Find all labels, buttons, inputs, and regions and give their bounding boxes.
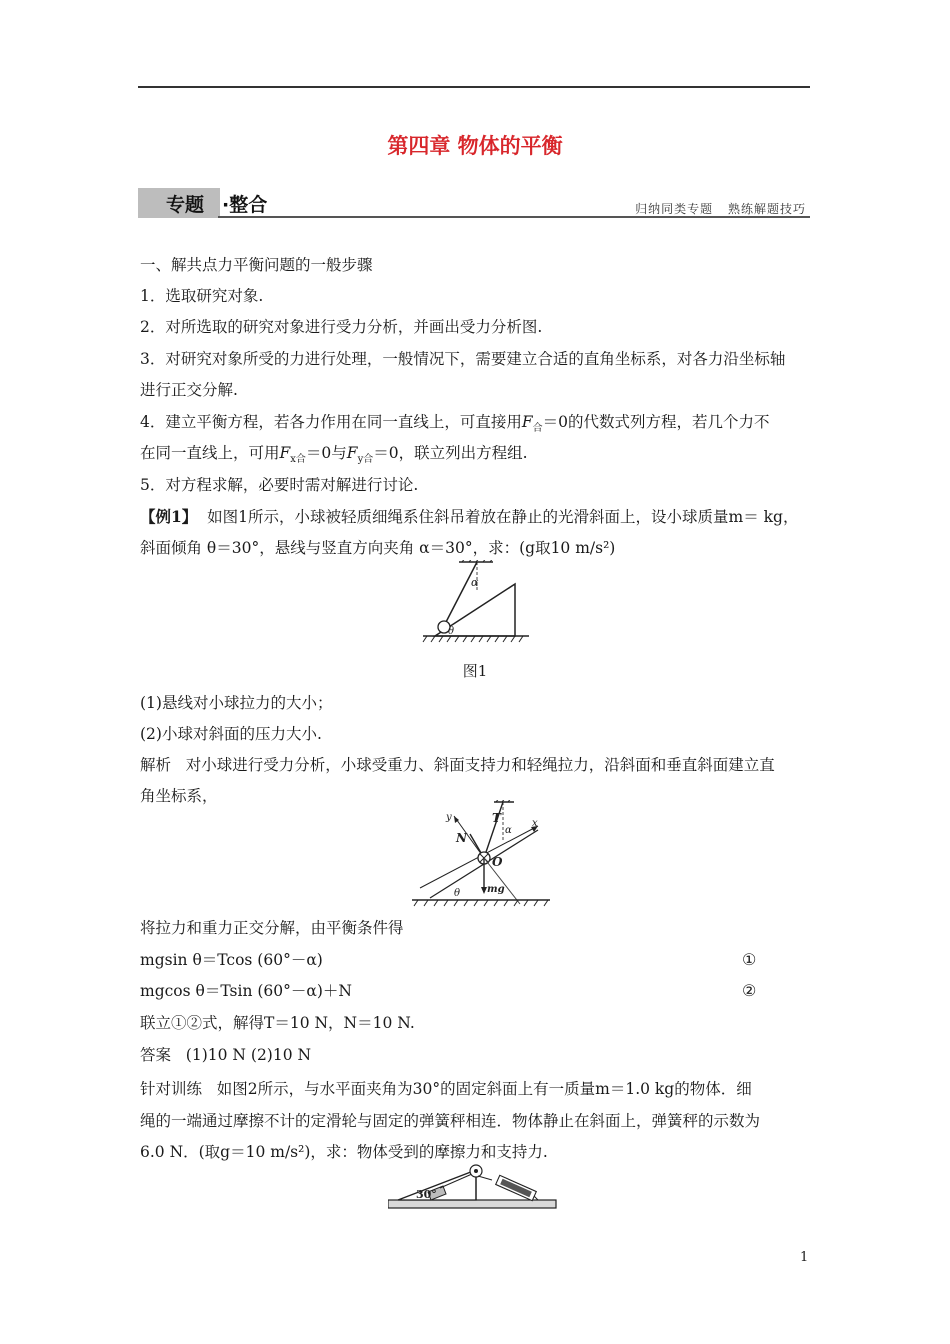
example-1-line-1 <box>140 501 812 533</box>
step-4-text-d: ＝0与 <box>305 444 347 462</box>
answer-line <box>140 1040 812 1071</box>
figure-1-caption: 图1 <box>462 662 488 680</box>
training-line-2: 绳的一端通过摩擦不计的定滑轮与固定的弹簧秤相连．物体静止在斜面上，弹簧秤的示数为 <box>140 1112 761 1130</box>
header-rule <box>138 86 810 88</box>
solution-text-1: 对小球进行受力分析，小球受重力、斜面支持力和轻绳拉力，沿斜面和垂直斜面建立直 <box>185 756 775 774</box>
steps-heading: 一、解共点力平衡问题的一般步骤 <box>140 256 373 274</box>
step-4-text-a: 4．建立平衡方程，若各力作用在同一直线上，可直接用 <box>140 413 522 431</box>
step-4-text-c: 在同一直线上，可用 <box>140 444 280 462</box>
chapter-title: 第四章 物体的平衡 <box>387 134 563 158</box>
example-1-line-2: 斜面倾角 θ＝30°，悬线与竖直方向夹角 α＝30°，求：(g取10 m/s²) <box>140 539 616 557</box>
banner-right-text: 归纳同类专题 熟练解题技巧 <box>635 202 806 216</box>
figure-1-alpha: α <box>471 576 479 589</box>
banner-tab-label: 专题 <box>166 194 205 216</box>
question-1: (1)悬线对小球拉力的大小； <box>140 694 333 712</box>
figure-2-incline-spring <box>388 1162 560 1214</box>
figure-1-incline <box>415 560 535 645</box>
step-5: 5．对方程求解，必要时需对解进行讨论. <box>140 476 419 494</box>
step-1: 1．选取研究对象. <box>140 287 264 305</box>
solution-line-1 <box>140 750 812 781</box>
step-4-text-b: ＝0的代数式列方程，若几个力不 <box>542 413 770 431</box>
answer-text: (1)10 N (2)10 N <box>185 1046 312 1064</box>
solution-result: 联立①②式，解得T＝10 N，N＝10 N. <box>140 1014 415 1032</box>
step-2: 2．对所选取的研究对象进行受力分析，并画出受力分析图. <box>140 318 543 336</box>
force-label-mg: mg <box>487 884 505 895</box>
step-3-line-2: 进行正交分解. <box>140 381 238 399</box>
axis-label-x: x <box>532 818 538 829</box>
example-1-text-1: 如图1所示，小球被轻质细绳系住斜吊着放在静止的光滑斜面上，设小球质量m＝ kg， <box>207 508 799 526</box>
solution-label: 解析 <box>140 756 172 774</box>
question-2: (2)小球对斜面的压力大小. <box>140 725 322 743</box>
training-line-3: 6.0 N．(取g＝10 m/s²)，求：物体受到的摩擦力和支持力. <box>140 1143 548 1161</box>
force-label-alpha: α <box>505 825 512 836</box>
solution-line-3: 将拉力和重力正交分解，由平衡条件得 <box>140 919 404 937</box>
figure-1-theta: θ <box>448 626 455 637</box>
figure-force-diagram <box>410 800 555 908</box>
force-label-T: T <box>492 811 501 825</box>
axis-label-y: y <box>446 812 452 823</box>
step-3-line-1: 3．对研究对象所受的力进行处理，一般情况下，需要建立合适的直角坐标系，对各力沿坐标轴 <box>140 350 786 368</box>
step-4-text-e: ＝0，联立列出方程组. <box>373 444 528 462</box>
point-label-O: O <box>492 855 503 869</box>
banner-sub-label: ·整合 <box>222 194 268 216</box>
training-text-1: 如图2所示，与水平面夹角为30°的固定斜面上有一质量m＝1.0 kg的物体．细 <box>216 1080 752 1098</box>
force-label-N: N <box>456 831 467 845</box>
force-x-subscript: x合 <box>290 454 306 466</box>
answer-label: 答案 <box>140 1046 172 1064</box>
force-subscript: 合 <box>532 423 543 435</box>
solution-line-2: 角坐标系， <box>140 787 218 805</box>
force-x-symbol: F <box>279 444 291 462</box>
equation-2: mgcos θ＝Tsin (60°－α)＋N <box>140 982 352 1000</box>
equation-1-number: ① <box>742 950 757 969</box>
equation-2-number: ② <box>742 981 757 1000</box>
training-line-1 <box>140 1074 812 1105</box>
force-y-subscript: y合 <box>357 454 374 466</box>
force-y-symbol: F <box>346 444 358 462</box>
training-label: 针对训练 <box>140 1080 203 1098</box>
force-symbol: F <box>521 413 533 431</box>
page-number: 1 <box>800 1250 809 1265</box>
angle-label-theta: θ <box>454 888 461 899</box>
equation-1: mgsin θ＝Tcos (60°－α) <box>140 951 323 969</box>
figure-2-angle: 30° <box>416 1188 437 1201</box>
section-banner <box>138 188 810 218</box>
example-tag: 【例1】 <box>140 507 198 526</box>
